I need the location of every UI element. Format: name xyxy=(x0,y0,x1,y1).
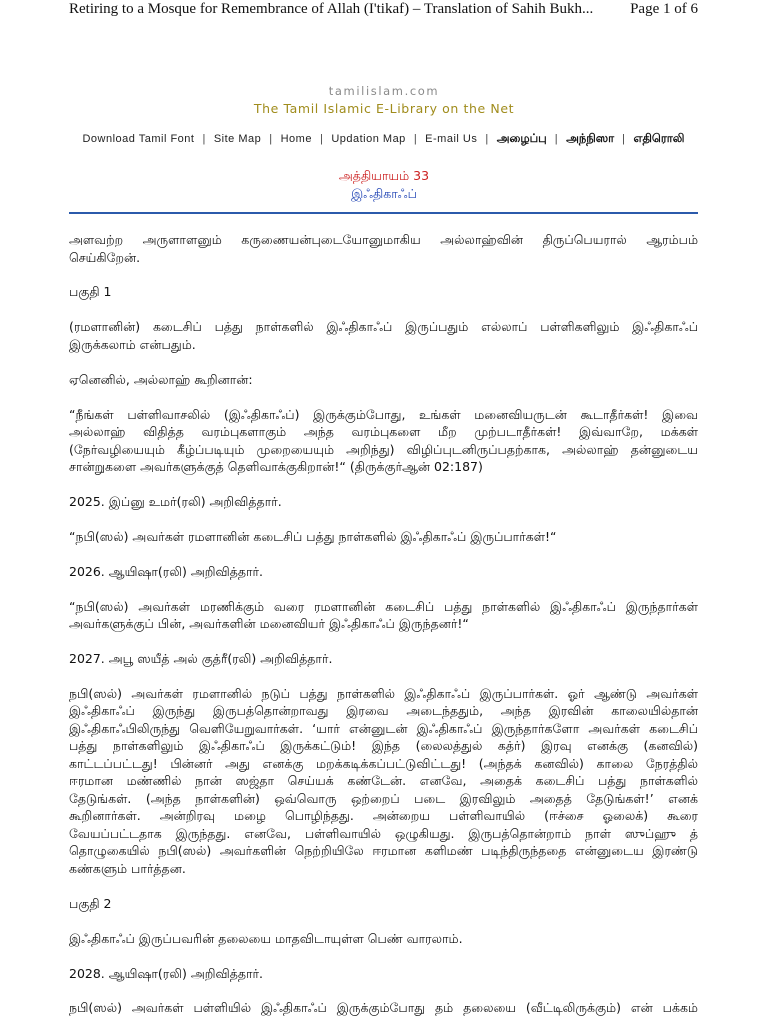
text-line: பத்து நாள்களிலும் இஃதிகாஃப் இருக்கட்டும்! இந்த (லைலத்துல் கத்ர்) இரவு எனக்கு (கனவில்) xyxy=(69,738,698,754)
nav-link-azhaippu[interactable]: அழைப்பு xyxy=(496,130,547,145)
text-line: அளவற்ற அருளாளனும் கருணையன்புடையோனுமாகிய அல்லாஹ்வின் திருப்பெயரால் ஆரம்பம் xyxy=(69,232,698,247)
chapter-divider xyxy=(69,212,698,214)
hadith-text-2026 xyxy=(69,598,698,633)
nav-link-ethiroli[interactable]: எதிரொலி xyxy=(633,130,685,145)
text-line: இஃதிகாஃப் இருப்பவரின் தலையை மாதவிடாயுள்ள பெண் வாரலாம். xyxy=(69,930,463,946)
nav-separator: | xyxy=(269,132,273,145)
print-page-number: Page 1 of 6 xyxy=(630,1,698,17)
nav-separator: | xyxy=(485,132,489,145)
text-line: செய்கிறேன். xyxy=(69,249,141,265)
text-line: பகுதி 2 xyxy=(69,895,112,911)
section-label-part-1 xyxy=(69,283,698,301)
text-line: “நபி(ஸல்) அவர்கள் மரணிக்கும் வரை ரமளானின் கடைசிப் பத்து நாள்களில் இஃதிகாஃப் இருந்தார்கள் xyxy=(69,598,698,614)
site-domain-logo[interactable]: tamilislam.com xyxy=(328,84,440,98)
nav-link-an-nisa[interactable]: அந்நிஸா xyxy=(566,130,615,145)
section-title-part-1 xyxy=(69,318,698,353)
text-line: 2028. ஆயிஷா(ரலி) அறிவித்தார். xyxy=(69,965,264,981)
top-nav xyxy=(69,130,698,147)
quran-intro-line xyxy=(69,371,698,389)
text-line: இஃதிகாஃப் இருந்து இருபத்தொன்றாவது இரவை அடைந்ததும், அந்த இரவின் காலையில்தான் xyxy=(69,703,698,719)
hadith-header-2027 xyxy=(69,650,698,668)
bismillah-paragraph xyxy=(69,231,698,266)
text-line: “நீங்கள் பள்ளிவாசலில் (இஃதிகாஃப்) இருக்கும்போது, உங்கள் மனைவியருடன் கூடாதீர்கள்! இவை xyxy=(69,406,698,422)
text-line: வேயப்பட்டதாக இருந்தது. எனவே, பள்ளிவாயில் ஒழுகியது. இருபத்தொன்றாம் நாள் ஸுப்ஹு த் xyxy=(69,825,698,841)
nav-link-email-us[interactable]: E-mail Us xyxy=(425,132,478,145)
text-line: “நபி(ஸல்) அவர்கள் ரமளானின் கடைசிப் பத்து நாள்களில் இஃதிகாஃப் இருப்பார்கள்!“ xyxy=(69,528,557,544)
nav-separator: | xyxy=(319,132,324,145)
hadith-text-2028 xyxy=(69,999,698,1017)
nav-separator: | xyxy=(202,132,206,145)
text-line: சான்றுகளை அவர்களுக்குத் தெளிவாக்குகிறான்!“ (திருக்குர்ஆன் 02:187) xyxy=(69,459,483,475)
hadith-header-2028 xyxy=(69,965,698,983)
chapter-title: இஃதிகாஃப் xyxy=(351,186,417,201)
hadith-header-2026 xyxy=(69,563,698,581)
nav-separator: | xyxy=(554,132,559,145)
text-line: 2025. இப்னு உமர்(ரலி) அறிவித்தார். xyxy=(69,493,282,509)
section-title-part-2 xyxy=(69,930,698,948)
text-line: அவர்களுக்குப் பின், அவர்களின் மனைவியர் இஃதிகாஃப் இருந்தனர்!“ xyxy=(69,616,469,632)
text-line: இருக்கலாம் என்பதும். xyxy=(69,336,196,352)
nav-link-download-tamil-font[interactable]: Download Tamil Font xyxy=(82,132,195,145)
text-line: கண்களும் பார்த்தன. xyxy=(69,860,186,876)
nav-link-updation-map[interactable]: Updation Map xyxy=(331,132,406,145)
article-body xyxy=(69,231,698,1024)
text-line: காட்டப்பட்டது! பின்னர் அது எனக்கு மறக்கடிக்கப்பட்டுவிட்டது! (அந்தக் கனவில்) காலை நேரத்தில் xyxy=(69,755,698,771)
text-line: (ரமளானின்) கடைசிப் பத்து நாள்களில் இஃதிகாஃப் இருப்பதும் எல்லாப் பள்ளிகளிலும் இஃதிகாஃப் xyxy=(69,319,698,335)
text-line: அல்லாஹ் விதித்த வரம்புகளாகும் அந்த வரம்புகளை மீற முற்படாதீர்கள்! இவ்வாறே, மக்கள் xyxy=(69,424,698,440)
text-line: இஃதிகாஃபிலிருந்து வெளியேறுவார்கள். ‘யார் என்னுடன் இஃதிகாஃப் இருந்தார்களோ அவர்கள் கடைசிப் xyxy=(69,720,698,736)
section-label-part-2 xyxy=(69,895,698,913)
text-line: நபி(ஸல்) அவர்கள் பள்ளியில் இஃதிகாஃப் இருக்கும்போது தம் தலையை (வீட்டிலிருக்கும்) என் பக்கம் xyxy=(69,1000,698,1016)
text-line: ஈரமான மண்ணில் நான் ஸஜ்தா செய்யக் கண்டேன். எனவே, அதைக் கடைசிப் பத்து நாள்களில் xyxy=(69,773,698,789)
text-line: 2027. அபூ ஸயீத் அல் குத்ரீ(ரலி) அறிவித்தார். xyxy=(69,651,333,667)
nav-link-home[interactable]: Home xyxy=(280,132,312,145)
chapter-number: அத்தியாயம் 33 xyxy=(338,168,430,183)
text-line: கூறினார்கள். அன்றிரவு மழை பொழிந்தது. அன்றைய பள்ளிவாயில் (ஈச்சை ஓலைக்) கூரை xyxy=(69,808,698,824)
text-line: 2026. ஆயிஷா(ரலி) அறிவித்தார். xyxy=(69,563,264,579)
text-line: நபி(ஸல்) அவர்கள் ரமளானில் நடுப் பத்து நாள்களில் இஃதிகாஃப் இருப்பார்கள். ஓர் ஆண்டு அவர்கள் xyxy=(69,685,698,701)
text-line: பகுதி 1 xyxy=(69,284,112,300)
nav-separator: | xyxy=(622,132,626,145)
quran-quote xyxy=(69,406,698,476)
print-header xyxy=(69,0,698,18)
hadith-header-2025 xyxy=(69,493,698,511)
text-line: (நேர்வழியையும் கீழ்ப்படியும் முறையையும் அறிந்து) விழிப்புடனிருப்பதற்காக, அல்லாஹ் தன்னுடைய xyxy=(69,441,698,457)
text-line: தேடுங்கள். (அந்த நாள்களின்) ஒவ்வொரு ஒற்றைப் படை இரவிலும் அதைத் தேடுங்கள்!’ எனக் xyxy=(69,790,698,806)
text-line: தொழுகையில் நபி(ஸல்) அவர்களின் நெற்றியிலே ஈரமான களிமண் படிந்திருந்ததை என்னுடைய இரண்டு xyxy=(69,843,698,859)
nav-link-site-map[interactable]: Site Map xyxy=(213,132,262,145)
hadith-text-2027 xyxy=(69,685,698,878)
text-line: ஏனெனில், அல்லாஹ் கூறினான்: xyxy=(69,371,253,387)
hadith-text-2025 xyxy=(69,528,698,546)
site-tagline: The Tamil Islamic E-Library on the Net xyxy=(253,101,515,116)
print-header-title: Retiring to a Mosque for Remembrance of Allah (I'tikaf) – Translation of Sahih Bukh... xyxy=(69,1,594,17)
nav-separator: | xyxy=(413,132,418,145)
